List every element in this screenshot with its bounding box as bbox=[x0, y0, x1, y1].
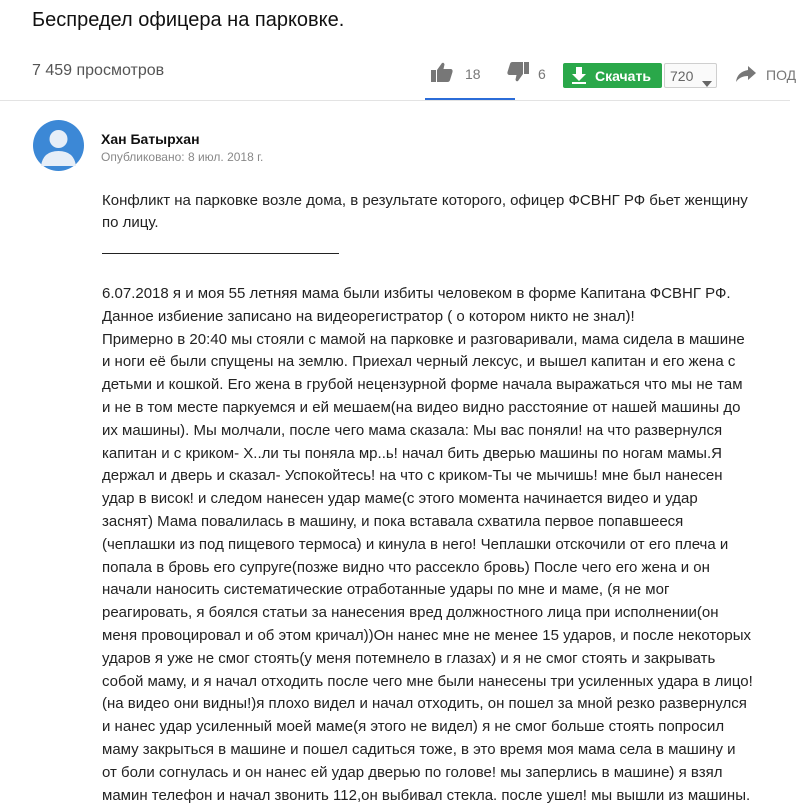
dislike-button[interactable] bbox=[505, 58, 550, 88]
share-button[interactable] bbox=[736, 62, 796, 88]
share-arrow-icon bbox=[736, 66, 756, 87]
like-count: 18 bbox=[465, 66, 481, 82]
description-intro: Конфликт на парковке возле дома, в результате которого, офицер ФСВНГ РФ бьет женщину по лицу. bbox=[102, 192, 748, 232]
view-count: 7 459 просмотров bbox=[32, 62, 165, 79]
share-label: ПОД bbox=[766, 67, 796, 83]
thumbs-up-icon bbox=[431, 62, 453, 87]
action-bar bbox=[0, 0, 796, 100]
description-separator bbox=[102, 253, 339, 254]
section-divider bbox=[0, 100, 790, 101]
download-count: 720 bbox=[670, 68, 694, 84]
chevron-down-icon bbox=[702, 74, 712, 92]
like-button[interactable] bbox=[425, 58, 515, 100]
default-avatar-icon bbox=[33, 158, 84, 175]
download-button[interactable] bbox=[563, 63, 662, 88]
video-title: Беспредел офицера на парковке. bbox=[32, 9, 345, 31]
description-body: 6.07.2018 я и моя 55 летняя мама были избиты человеком в форме Капитана ФСВНГ РФ. Данное избиение записано на видеорегистратор ( о котором никто не знал)! Примерно в 20:40 мы стояли с мамой на парковке и разговаривали, мама сидела в машине и ноги её были спущены на землю. Приехал черный лексус, и вышел капитан и его жена с детьми и кошкой. Его жена в грубой нецензурной форме начала выражаться что мы не там и не в том месте паркуемся и ей мешаем(на видео видно расстояние от нашей машины до их машины). Мы молчали, после чего мама сказала: Мы вас поняли! на что развернулся капитан и с криком- Х..ли ты поняла мр..ь! начал бить дверью машины по ногам мамы.Я держал и дверь и сказал- Успокойтесь! на что с криком-Ты че мычишь! мне был нанесен удар в висок! и следом нанесен удар маме(с этого момента начинается видео и удар заснят) Мама повалилась в машину, и пока вставала схватила первое попавшееся (чеплашки из под пищевого термоса) и кинула в него! Чеплашки отскочили от его плеча и попала в бровь его супруге(позже видно что рассекло бровь) После чего его жена и он начали наносить систематические отработанные удары по мне и маме, (я не мог реагировать, я боялся статьи за нанесения вред должностного лица при исполнении(он меня провоцировал и об этом кричал))Он нанес мне не менее 15 ударов, и после некоторых ударов я уже не смог стоять(у меня потемнело в глазах) и я не смог стоять и закрывать собой маму, и я начал отходить после чего мне были нанесены три усиленных удара в лицо! (на видео они видны!)я плохо видел и начал отходить, он пошел за мной резко развернулся и нанес удар усиленный моей маме(я этого не видел) я не смог больше стоять попросил маму закрыться в машине и пошел садиться тоже, в это время моя мама села в машину и от боли согнулась и он нанес ей удар дверью по голове! мы заперлись в машине) я взял мамин телефон и начал звонить 112,он выбивал стекла. после ушел! мы вышли из машины. bbox=[102, 285, 753, 804]
publish-date: Опубликовано: 8 июл. 2018 г. bbox=[101, 150, 264, 164]
thumbs-down-icon bbox=[507, 62, 529, 87]
dislike-count: 6 bbox=[538, 66, 546, 82]
download-label: Скачать bbox=[595, 68, 651, 84]
download-arrow-icon bbox=[571, 67, 587, 87]
channel-avatar[interactable] bbox=[33, 120, 84, 171]
download-count-dropdown[interactable] bbox=[664, 63, 717, 88]
channel-name[interactable]: Хан Батырхан bbox=[101, 131, 200, 147]
